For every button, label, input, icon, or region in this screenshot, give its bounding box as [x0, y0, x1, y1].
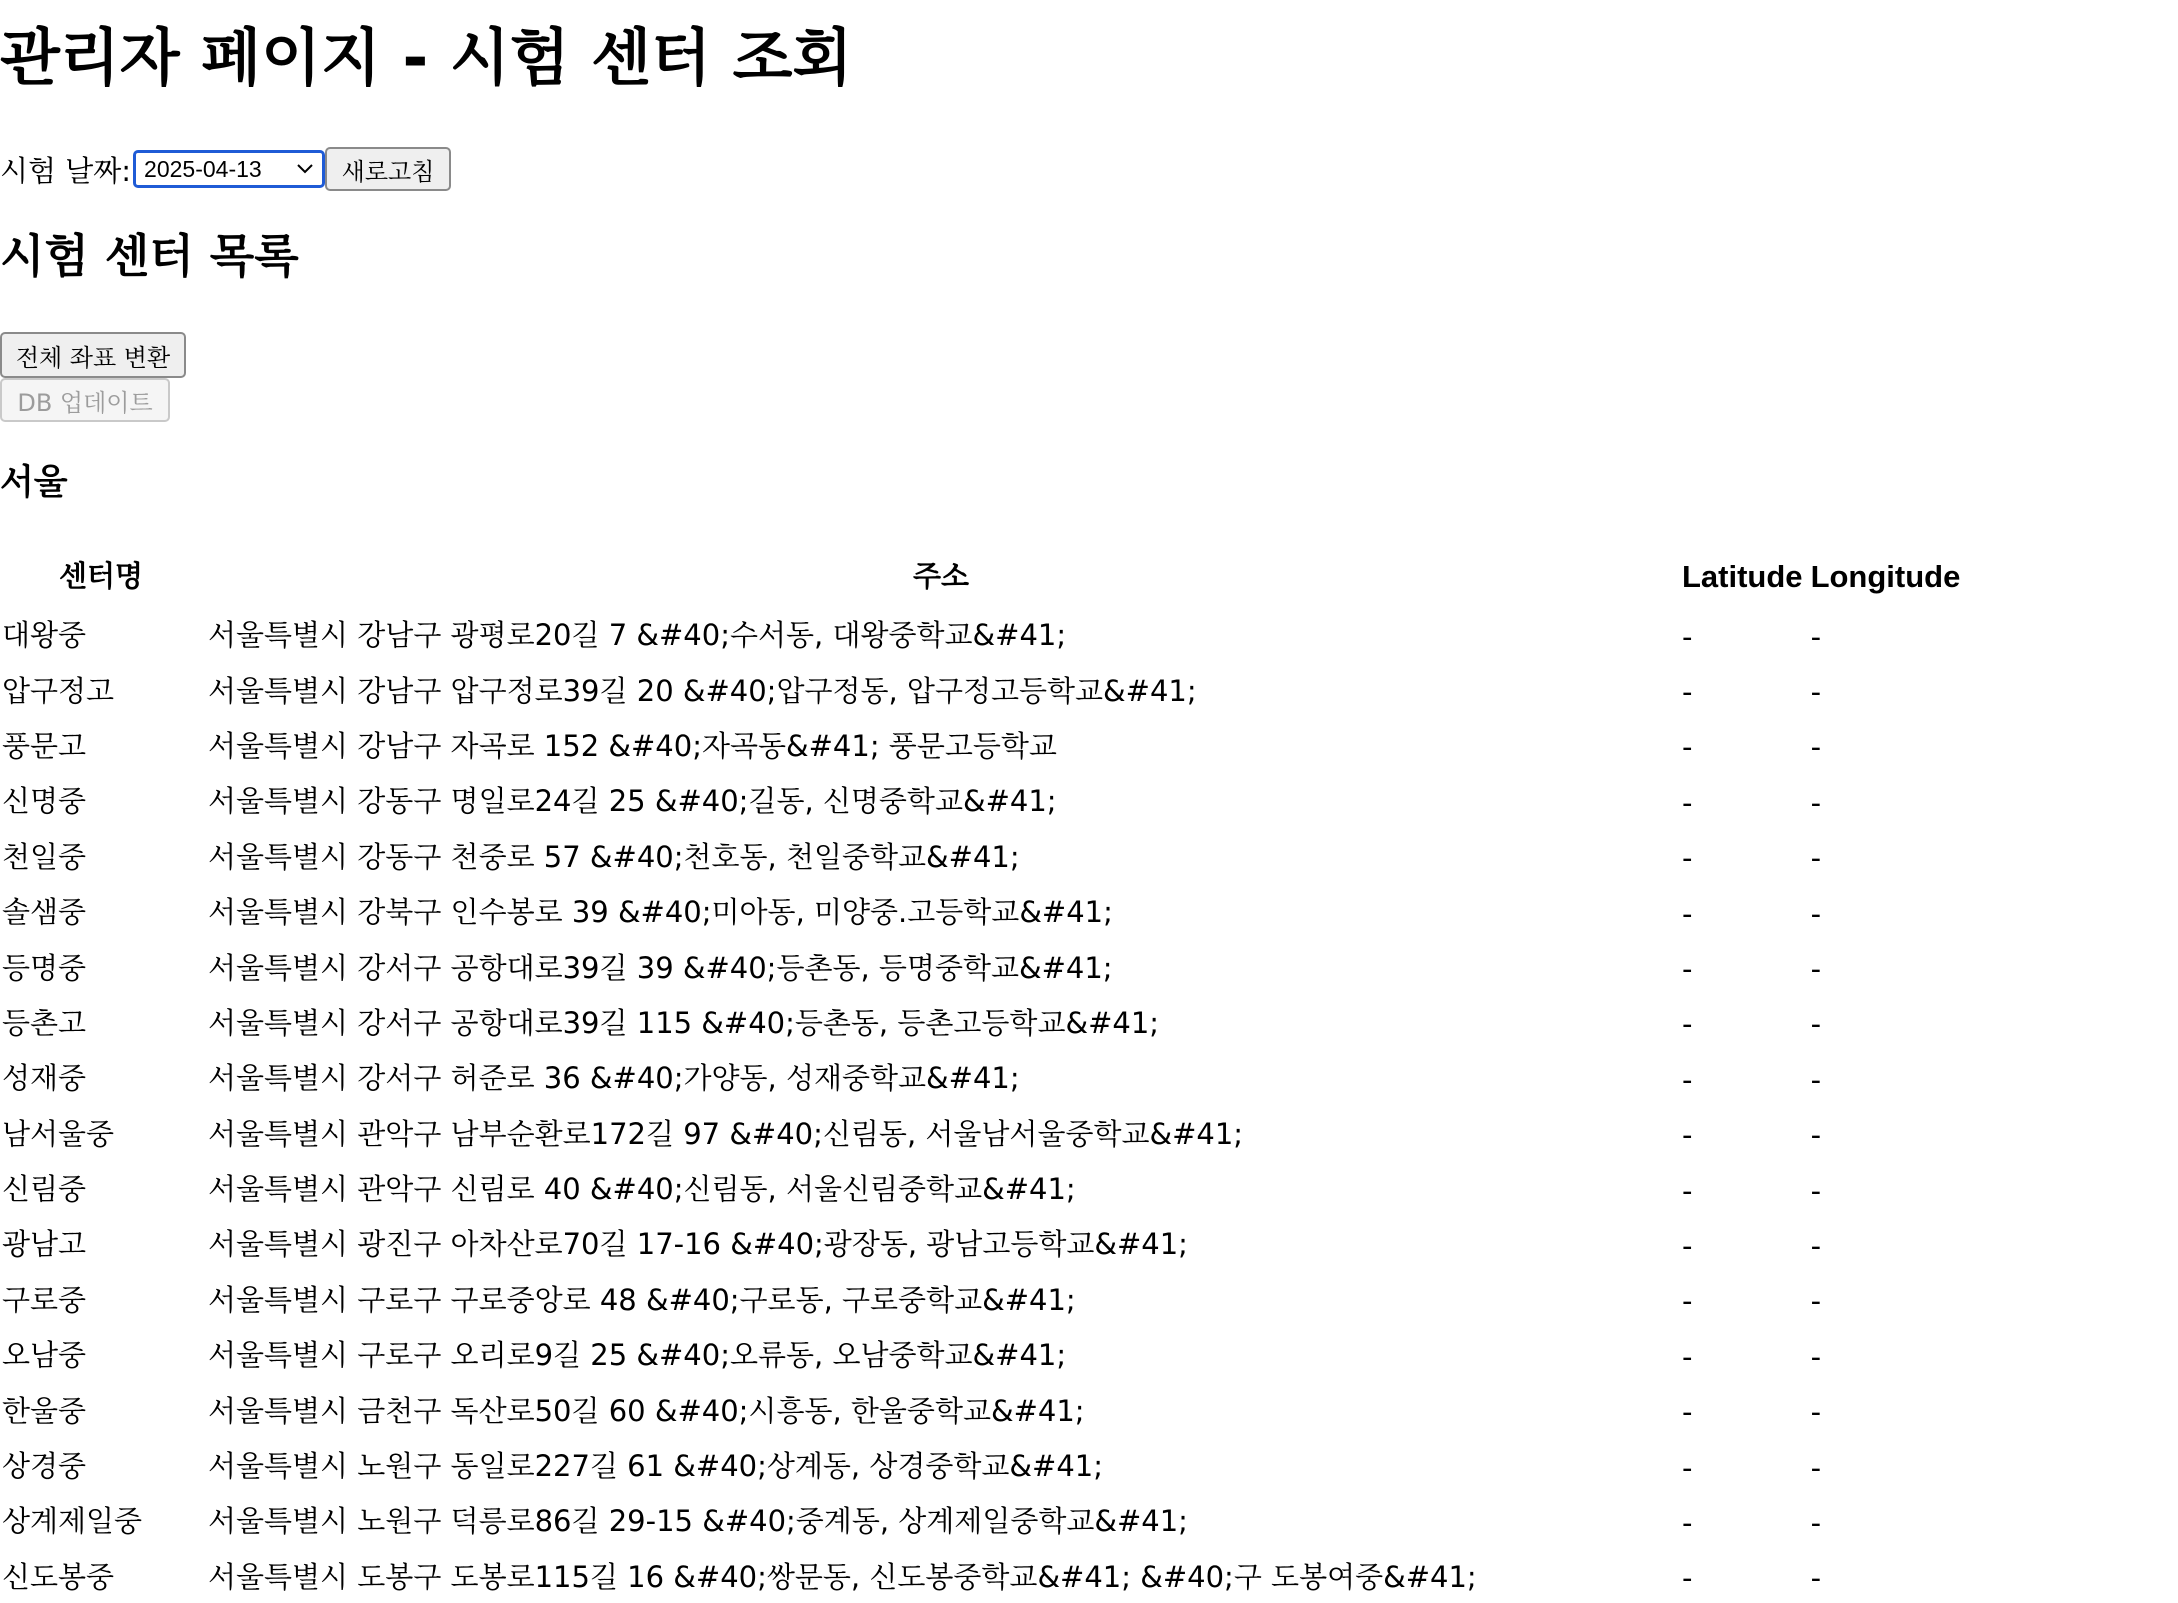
- table-row: [0, 1049, 1962, 1104]
- cell-center-name: 남서울중: [2, 1116, 115, 1151]
- cell-address: 서울특별시 노원구 동일로227길 61 &#40;상계동, 상경중학교&#41;: [208, 1449, 1104, 1484]
- cell-address: 서울특별시 강남구 광평로20길 7 &#40;수서동, 대왕중학교&#41;: [208, 618, 1067, 653]
- cell-longitude: -: [1810, 619, 1822, 654]
- cell-latitude: -: [1682, 1007, 1693, 1042]
- cell-address: 서울특별시 광진구 아차산로70길 17-16 &#40;광장동, 광남고등학교&#41;: [208, 1227, 1188, 1262]
- table-row: [0, 1437, 1962, 1492]
- cell-latitude: -: [1682, 619, 1693, 654]
- cell-center-name: 오남중: [2, 1338, 87, 1373]
- cell-center-name: 신명중: [2, 784, 87, 819]
- cell-longitude: -: [1810, 1561, 1822, 1596]
- table-row: [0, 1215, 1962, 1270]
- cell-center-name: 상경중: [2, 1449, 87, 1484]
- table-row: [0, 1271, 1962, 1326]
- table-row: [0, 1160, 1962, 1215]
- cell-latitude: -: [1682, 675, 1693, 710]
- cell-longitude: -: [1810, 1395, 1822, 1430]
- cell-latitude: -: [1682, 785, 1693, 820]
- cell-center-name: 성재중: [2, 1061, 87, 1096]
- table-body: [0, 606, 1962, 1603]
- cell-center-name: 신림중: [2, 1172, 87, 1207]
- table-row: [0, 883, 1962, 938]
- header-longitude: Longitude: [1810, 559, 1961, 594]
- cell-latitude: -: [1682, 896, 1693, 931]
- date-select[interactable]: [133, 150, 325, 188]
- test-center-table: [0, 542, 1966, 1603]
- cell-center-name: 구로중: [2, 1282, 87, 1317]
- header-latitude: Latitude: [1682, 559, 1803, 594]
- table-row: [0, 1381, 1962, 1436]
- table-row: [0, 994, 1962, 1049]
- table-row: [0, 938, 1962, 993]
- refresh-button[interactable]: 새로고침: [325, 147, 451, 191]
- cell-longitude: -: [1810, 785, 1822, 820]
- cell-address: 서울특별시 노원구 덕릉로86길 29-15 &#40;중계동, 상계제일중학교&#41;: [208, 1504, 1188, 1539]
- chevron-down-icon: [296, 159, 314, 177]
- cell-longitude: -: [1810, 675, 1822, 710]
- cell-address: 서울특별시 강북구 인수봉로 39 &#40;미아동, 미양중.고등학교&#41;: [208, 895, 1113, 930]
- cell-latitude: -: [1682, 730, 1693, 765]
- cell-center-name: 대왕중: [2, 618, 87, 653]
- cell-latitude: -: [1682, 1118, 1693, 1153]
- cell-longitude: -: [1810, 1007, 1822, 1042]
- convert-all-coordinates-button[interactable]: 전체 좌표 변환: [0, 332, 186, 378]
- cell-longitude: -: [1810, 1284, 1822, 1319]
- header-center-name: 센터명: [58, 558, 144, 593]
- section-title: 시험 센터 목록: [0, 229, 299, 283]
- table-row: [0, 828, 1962, 883]
- cell-address: 서울특별시 강동구 명일로24길 25 &#40;길동, 신명중학교&#41;: [208, 784, 1057, 819]
- cell-center-name: 상계제일중: [2, 1504, 143, 1539]
- cell-address: 서울특별시 구로구 구로중앙로 48 &#40;구로동, 구로중학교&#41;: [208, 1282, 1076, 1317]
- cell-longitude: -: [1810, 1062, 1822, 1097]
- date-select-value: 2025-04-13: [144, 155, 262, 182]
- table-row: [0, 772, 1962, 827]
- cell-longitude: -: [1810, 952, 1822, 987]
- cell-address: 서울특별시 강서구 공항대로39길 115 &#40;등촌동, 등촌고등학교&#41;: [208, 1005, 1160, 1040]
- cell-latitude: -: [1682, 1450, 1693, 1485]
- cell-latitude: -: [1682, 1505, 1693, 1540]
- region-title: 서울: [0, 463, 68, 503]
- cell-longitude: -: [1810, 896, 1822, 931]
- cell-latitude: -: [1682, 1339, 1693, 1374]
- page-title: 관리자 페이지 - 시험 센터 조회: [0, 21, 853, 94]
- table-row: [0, 606, 1962, 661]
- cell-address: 서울특별시 강남구 자곡로 152 &#40;자곡동&#41; 풍문고등학교: [208, 728, 1057, 763]
- table-row: [0, 1492, 1962, 1547]
- table-row: [0, 661, 1962, 716]
- cell-center-name: 등명중: [2, 950, 87, 985]
- cell-longitude: -: [1810, 730, 1822, 765]
- cell-address: 서울특별시 관악구 신림로 40 &#40;신림동, 서울신림중학교&#41;: [208, 1172, 1076, 1207]
- cell-longitude: -: [1810, 1450, 1822, 1485]
- cell-latitude: -: [1682, 1228, 1693, 1263]
- cell-center-name: 솔샘중: [2, 895, 87, 930]
- cell-address: 서울특별시 강서구 공항대로39길 39 &#40;등촌동, 등명중학교&#41;: [208, 950, 1113, 985]
- cell-latitude: -: [1682, 1284, 1693, 1319]
- cell-center-name: 광남고: [2, 1227, 87, 1262]
- cell-address: 서울특별시 구로구 오리로9길 25 &#40;오류동, 오남중학교&#41;: [208, 1338, 1067, 1373]
- db-update-button[interactable]: DB 업데이트: [0, 378, 170, 422]
- cell-center-name: 신도봉중: [2, 1559, 115, 1594]
- table-header-row: [0, 542, 1962, 606]
- header-address: 주소: [912, 558, 970, 593]
- table-row: [0, 1548, 1962, 1603]
- cell-address: 서울특별시 강서구 허준로 36 &#40;가양동, 성재중학교&#41;: [208, 1061, 1020, 1096]
- cell-longitude: -: [1810, 841, 1822, 876]
- date-filter-label: 시험 날짜:: [0, 153, 132, 188]
- cell-center-name: 압구정고: [2, 673, 115, 708]
- cell-address: 서울특별시 금천구 독산로50길 60 &#40;시흥동, 한울중학교&#41;: [208, 1393, 1085, 1428]
- cell-address: 서울특별시 강동구 천중로 57 &#40;천호동, 천일중학교&#41;: [208, 839, 1020, 874]
- cell-latitude: -: [1682, 952, 1693, 987]
- cell-center-name: 풍문고: [2, 728, 87, 763]
- cell-address: 서울특별시 강남구 압구정로39길 20 &#40;압구정동, 압구정고등학교&#41;: [208, 673, 1197, 708]
- table-row: [0, 717, 1962, 772]
- cell-address: 서울특별시 도봉구 도봉로115길 16 &#40;쌍문동, 신도봉중학교&#41; &#40;구 도봉여중&#41;: [208, 1559, 1477, 1594]
- cell-center-name: 등촌고: [2, 1005, 87, 1040]
- cell-longitude: -: [1810, 1228, 1822, 1263]
- cell-longitude: -: [1810, 1505, 1822, 1540]
- cell-latitude: -: [1682, 1561, 1693, 1596]
- cell-latitude: -: [1682, 841, 1693, 876]
- cell-center-name: 천일중: [2, 839, 87, 874]
- table-row: [0, 1105, 1962, 1160]
- table-row: [0, 1326, 1962, 1381]
- cell-latitude: -: [1682, 1395, 1693, 1430]
- cell-longitude: -: [1810, 1339, 1822, 1374]
- cell-latitude: -: [1682, 1062, 1693, 1097]
- date-filter-row: [0, 146, 451, 192]
- cell-center-name: 한울중: [2, 1393, 87, 1428]
- cell-latitude: -: [1682, 1173, 1693, 1208]
- cell-longitude: -: [1810, 1118, 1822, 1153]
- cell-longitude: -: [1810, 1173, 1822, 1208]
- cell-address: 서울특별시 관악구 남부순환로172길 97 &#40;신림동, 서울남서울중학교&#41;: [208, 1116, 1244, 1151]
